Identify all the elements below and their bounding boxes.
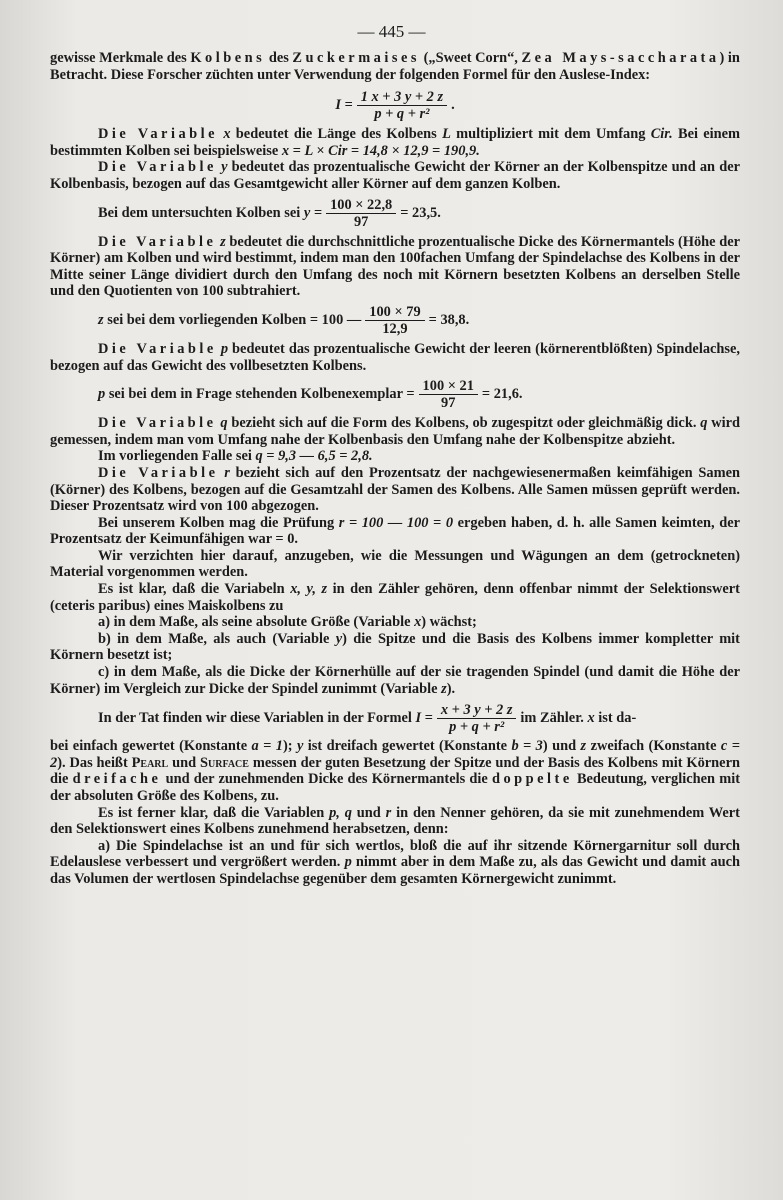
denominator-text: p + q + r² — [374, 106, 430, 123]
denominator: 97 — [441, 395, 456, 412]
text: zweifach (Konstante — [590, 738, 717, 755]
text: Bedeutung, verglichen mit der absoluten Größe des Kolbens, zu. — [50, 771, 740, 804]
text: bedeutet das prozentualische Gewicht der Körner an der Kolbenspitze und an der Kolbenbasis, bezogen auf das Gesamtgewicht aller Körner auf dem ganzen Kolben. — [50, 159, 740, 192]
variables: x, y, z — [290, 581, 328, 598]
paragraph-variable-r — [50, 465, 740, 515]
numerator — [437, 702, 517, 719]
fraction — [357, 89, 447, 122]
paragraph-numerator — [50, 581, 740, 614]
formula-lhs: I = — [415, 710, 433, 727]
denominator-text: p + q + r² — [449, 719, 505, 736]
spaced-term: Kolbens — [190, 50, 266, 66]
spaced-term: doppelte — [491, 771, 573, 788]
text: bedeutet die durchschnittliche prozentualische Dicke des Körnermantels (Höhe der Körner) am Kolben und wird bestimmt, indem man den 100fachen Umfang der Spindelachse des Kolbens in der Mitte seiner Länge dividiert durch den Umfang des noch mit Körnern besetzten Kolbens an derselben Stelle und den Quotienten von 100 subtrahiert. — [50, 233, 740, 300]
variable: r — [224, 464, 230, 481]
text: sei bei dem in Frage stehenden Kolbenexemplar = — [108, 386, 415, 403]
formula-lhs: I = — [335, 97, 353, 114]
paragraph-spindle — [50, 838, 740, 888]
result: = 38,8. — [428, 312, 470, 329]
text: ). — [446, 680, 456, 697]
paragraph-variable-y — [50, 159, 740, 192]
text: ) in Betracht. Diese Forscher züchten unter Verwendung der folgenden Formel für den Auslese-Index: — [50, 50, 740, 83]
text: bedeutet die Länge des Kolbens — [235, 126, 437, 143]
calculation: x = L × Cir = 14,8 × 12,9 = 190,9. — [281, 142, 480, 159]
spaced-term: Die Variable — [98, 233, 217, 250]
list-item-c — [50, 664, 740, 697]
numerator-text: 1 x + 3 y + 2 z — [360, 89, 444, 106]
text: ist da- — [598, 710, 637, 727]
text: Im vorliegenden Falle sei — [98, 448, 252, 465]
page-body — [50, 50, 740, 888]
variable: x — [223, 126, 231, 143]
spaced-term: Die Variable — [98, 340, 217, 357]
text: in den Zähler gehören, denn offenbar nimmt der Selektionswert (ceteris paribus) eines Maiskolbens zu — [50, 581, 740, 614]
denominator: 97 — [353, 213, 369, 230]
paragraph-variable-z — [50, 234, 740, 300]
variable: z — [220, 233, 226, 250]
text: und — [356, 804, 381, 821]
text: bei einfach gewertet (Konstante — [50, 738, 248, 755]
text: Es ist ferner klar, daß die Variablen — [98, 804, 325, 821]
spaced-term: Zuckermaises — [292, 50, 420, 66]
text: bedeutet das prozentualische Gewicht der leeren (körnerentblößten) Spindelachse, bezogen auf das Gewicht des vollbesetzten Kolbens. — [50, 340, 740, 374]
text: des — [268, 50, 289, 66]
variable: x — [414, 614, 422, 631]
text: b) in dem Maße, als auch (Variable — [98, 630, 330, 647]
text: messen der guten Besetzung der Spitze und der Basis des Kolbens mit Körnern die — [50, 754, 740, 788]
variable: z — [98, 312, 104, 329]
variable: q — [700, 415, 708, 432]
variable: p — [220, 340, 229, 357]
spaced-term: Die Variable — [98, 415, 217, 432]
spaced-term: Zea Mays-saccharata — [521, 50, 720, 66]
formula-y — [50, 197, 740, 230]
author-name: Surface — [200, 754, 249, 771]
fraction — [419, 378, 478, 411]
variable: y — [296, 738, 304, 755]
text: . — [451, 97, 455, 114]
text: In der Tat finden wir diese Variablen in der Formel — [98, 710, 412, 727]
variable: p — [344, 854, 352, 871]
text: im Zähler. — [520, 710, 584, 727]
variable: y — [335, 630, 343, 647]
variable: x — [587, 710, 595, 727]
paragraph-r-value — [50, 515, 740, 548]
paragraph-measurements: Wir verzichten hier darauf, anzugeben, wie die Messungen und Wägungen an dem (getrockneten) Material vorgenommen werden. — [50, 547, 740, 581]
text: gewisse Merkmale des — [50, 50, 187, 66]
text: ) die Spitze und die Basis des Kolbens immer kompletter mit Körnern besetzt ist; — [50, 630, 740, 664]
variable: q — [220, 415, 228, 432]
text: ); — [282, 738, 293, 755]
numerator: 100 × 21 — [419, 378, 478, 395]
author-name: Pearl — [131, 754, 169, 771]
numerator: 100 × 79 — [365, 304, 424, 321]
spaced-term: Die Variable — [98, 464, 219, 481]
formula-lhs: y = — [303, 204, 323, 221]
result: = 21,6. — [481, 386, 523, 403]
paragraph-denominator — [50, 805, 740, 838]
constant: b = 3 — [511, 738, 543, 755]
text: ). Das heißt — [57, 754, 128, 771]
denominator: 12,9 — [382, 320, 408, 337]
variable: L — [442, 126, 451, 143]
text: in den Nenner gehören, da sie mit zunehmendem Wert den Selektionswert eines Kolbens zunehmend herabsetzen, denn: — [50, 804, 740, 838]
variable: y — [221, 159, 228, 176]
text: a) in dem Maße, als seine absolute Größe (Variable — [98, 614, 411, 631]
spaced-term: Die Variable — [98, 126, 219, 143]
constant: a = 1 — [251, 738, 283, 755]
calculation: r = 100 — 100 = 0 — [338, 514, 454, 531]
text: c) in dem Maße, als die Dicke der Körnerhülle auf der sie tragenden Spindel (und damit die Höhe der Körner) im Vergleich zur Dicke der Spindel zunimmt (Variable — [50, 664, 740, 697]
page-number: — 445 — — [357, 22, 426, 41]
constant: c = 2 — [50, 738, 740, 771]
calculation: q = 9,3 — 6,5 = 2,8. — [255, 448, 373, 465]
text: wird gemessen, indem man vom Umfang nahe der Kolbenbasis den Umfang nahe der Kolbenspitze abzieht. — [50, 415, 741, 448]
variable: z — [441, 680, 447, 697]
formula-index-inline — [50, 702, 740, 735]
text: ergeben haben, d. h. alle Samen keimten, der Prozentsatz der Keimunfähigen war = 0. — [50, 514, 740, 548]
fraction — [437, 702, 517, 735]
text: und — [172, 754, 197, 771]
list-item-a — [50, 614, 740, 631]
variable: z — [580, 738, 587, 755]
fraction — [326, 197, 396, 230]
spaced-term: Die Variable — [98, 159, 217, 176]
text: und der zunehmenden Dicke des Körnermantels die — [165, 771, 488, 788]
text: multipliziert mit dem Umfang — [456, 126, 646, 143]
numerator — [357, 89, 447, 106]
text: ) und — [542, 738, 577, 755]
formula-z — [50, 304, 740, 337]
paragraph-variable-q — [50, 415, 740, 448]
spaced-term: dreifache — [72, 771, 162, 788]
text: („Sweet Corn“, — [423, 50, 518, 66]
variable: p — [98, 386, 106, 403]
text: bezieht sich auf die Form des Kolbens, ob zugespitzt oder gleichmäßig dick. — [231, 415, 697, 432]
paragraph-variable-x — [50, 126, 740, 159]
variables: p, q — [329, 804, 352, 821]
fraction — [365, 304, 424, 337]
formula-p — [50, 378, 740, 411]
text: Es ist klar, daß die Variabeln — [98, 581, 285, 598]
text: bezieht sich auf den Prozentsatz der nachgewiesenermaßen keimfähigen Samen (Körner) des Kolbens, bezogen auf die Gesamtzahl der Samen des Kolbens. Alle Samen müssen geprüft werden. Dieser Prozentsatz wird von 100 abgezogen. — [50, 464, 740, 515]
text: sei bei dem vorliegenden Kolben = 100 — — [107, 312, 362, 329]
paragraph-intro — [50, 50, 740, 83]
variable: Cir. — [650, 126, 673, 143]
numerator-text: x + 3 y + 2 z — [440, 702, 513, 719]
paragraph-weights — [50, 738, 740, 804]
denominator — [357, 106, 447, 122]
paragraph-variable-p — [50, 341, 740, 374]
text: nimmt aber in dem Maße zu, als das Gewicht und damit auch das Volumen der wertlosen Spindelachse gegenüber dem gesamten Körnergewicht zunimmt. — [50, 854, 740, 887]
variable: r — [385, 804, 392, 821]
text: ) wächst; — [421, 614, 477, 631]
text: ist dreifach gewertet (Konstante — [307, 738, 508, 755]
list-item-b — [50, 631, 740, 664]
text: Bei unserem Kolben mag die Prüfung — [98, 514, 335, 531]
text: Bei einem bestimmten Kolben sei beispielsweise — [50, 126, 741, 159]
result: = 23,5. — [400, 204, 441, 221]
text: Bei dem untersuchten Kolben sei — [98, 204, 301, 221]
numerator: 100 × 22,8 — [326, 197, 396, 214]
formula-index — [50, 89, 740, 122]
denominator — [437, 719, 517, 735]
paragraph-q-value — [50, 448, 740, 465]
text: a) Die Spindelachse ist an und für sich wertlos, bloß die auf ihr sitzende Körnergarnitur soll durch Edelauslese verbessert und vergrößert werden. — [50, 837, 740, 871]
